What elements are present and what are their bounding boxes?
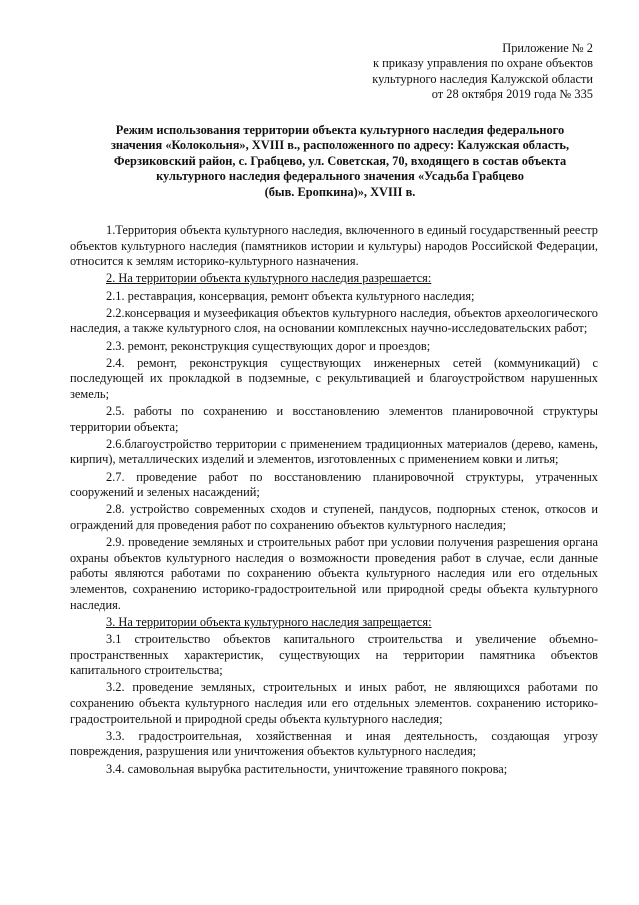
- title-line: Ферзиковский район, с. Грабцево, ул. Советская, 70, входящего в состав объекта: [113, 153, 567, 168]
- title-line: (быв. Еропкина)», XVIII в.: [264, 184, 416, 199]
- paragraph-2-2: 2.2.консервация и музеефикация объектов культурного наследия, объектов археологического наследия, а также культурного слоя, на основании комплексных научно-исследовательских работ;: [70, 305, 598, 336]
- section-2-heading: 2. На территории объекта культурного наследия разрешается:: [106, 271, 432, 286]
- paragraph-2-7: 2.7. проведение работ по восстановлению планировочной структуры, утраченных сооружений и зеленых насаждений;: [70, 469, 598, 500]
- title-line: культурного наследия федерального значения «Усадьба Грабцево: [156, 169, 524, 184]
- appendix-date: от 28 октября 2019 года № 335: [431, 87, 593, 102]
- paragraph-2-3: 2.3. ремонт, реконструкция существующих дорог и проездов;: [106, 338, 431, 353]
- section-3-heading: 3. На территории объекта культурного наследия запрещается:: [106, 614, 432, 629]
- paragraph-2-4: 2.4. ремонт, реконструкция существующих инженерных сетей (коммуникаций) с последующей их прокладкой в подземные, с рекультивацией и благоустройством нарушенных земель;: [70, 355, 598, 401]
- appendix-authority: культурного наследия Калужской области: [372, 71, 593, 86]
- paragraph-2-6: 2.6.благоустройство территории с применением традиционных материалов (дерево, камень, кирпич), металлических изделий и элементов, изготовленных с применением ковки и литья;: [70, 436, 598, 467]
- appendix-order-ref: к приказу управления по охране объектов: [373, 56, 593, 71]
- document-title: [80, 123, 600, 200]
- paragraph-1: 1.Территория объекта культурного наследия, включенного в единый государственный реестр объектов культурного наследия (памятников истории и культуры) народов Российской Федерации, относится к землям историко-культурного назначения.: [70, 223, 598, 269]
- paragraph-3-1: 3.1 строительство объектов капитального строительства и увеличение объемно-пространственных характеристик, существующих на территории памятника объектов капитального строительства;: [70, 631, 598, 678]
- paragraph-3-4: 3.4. самовольная вырубка растительности, уничтожение травяного покрова;: [106, 761, 508, 776]
- paragraph-2-1: 2.1. реставрация, консервация, ремонт объекта культурного наследия;: [106, 288, 475, 303]
- title-line: Режим использования территории объекта культурного наследия федерального: [115, 123, 565, 137]
- document-body: [70, 223, 598, 779]
- title-line: значения «Колокольня», XVIII в., расположенного по адресу: Калужская область,: [110, 138, 570, 153]
- appendix-header: [372, 41, 593, 103]
- paragraph-3-3: 3.3. градостроительная, хозяйственная и иная деятельность, создающая угрозу повреждения, разрушения или уничтожения объектов культурного наследия;: [70, 728, 598, 759]
- paragraph-3-2: 3.2. проведение земляных, строительных и иных работ, не являющихся работами по сохранению объекта культурного наследия или его отдельных элементов. сохранению историко-градостроительной и природной среды объекта культурного наследия;: [70, 680, 598, 726]
- paragraph-2-8: 2.8. устройство современных сходов и ступеней, пандусов, подпорных стенок, откосов и ограждений для проведения работ по сохранению объектов культурного наследия;: [70, 502, 598, 533]
- appendix-number: Приложение № 2: [502, 41, 593, 55]
- paragraph-2-9: 2.9. проведение земляных и строительных работ при условии получения разрешения органа охраны объектов культурного наследия о возможности проведения работ в случае, если данные работы являются работами по сохранению объекта культурного наследия или его отдельных элементов, сохранению историко-градостроительной или природной среды объекта культурного наследия.: [70, 535, 598, 612]
- paragraph-2-5: 2.5. работы по сохранению и восстановлению элементов планировочной структуры территории объекта;: [70, 404, 598, 434]
